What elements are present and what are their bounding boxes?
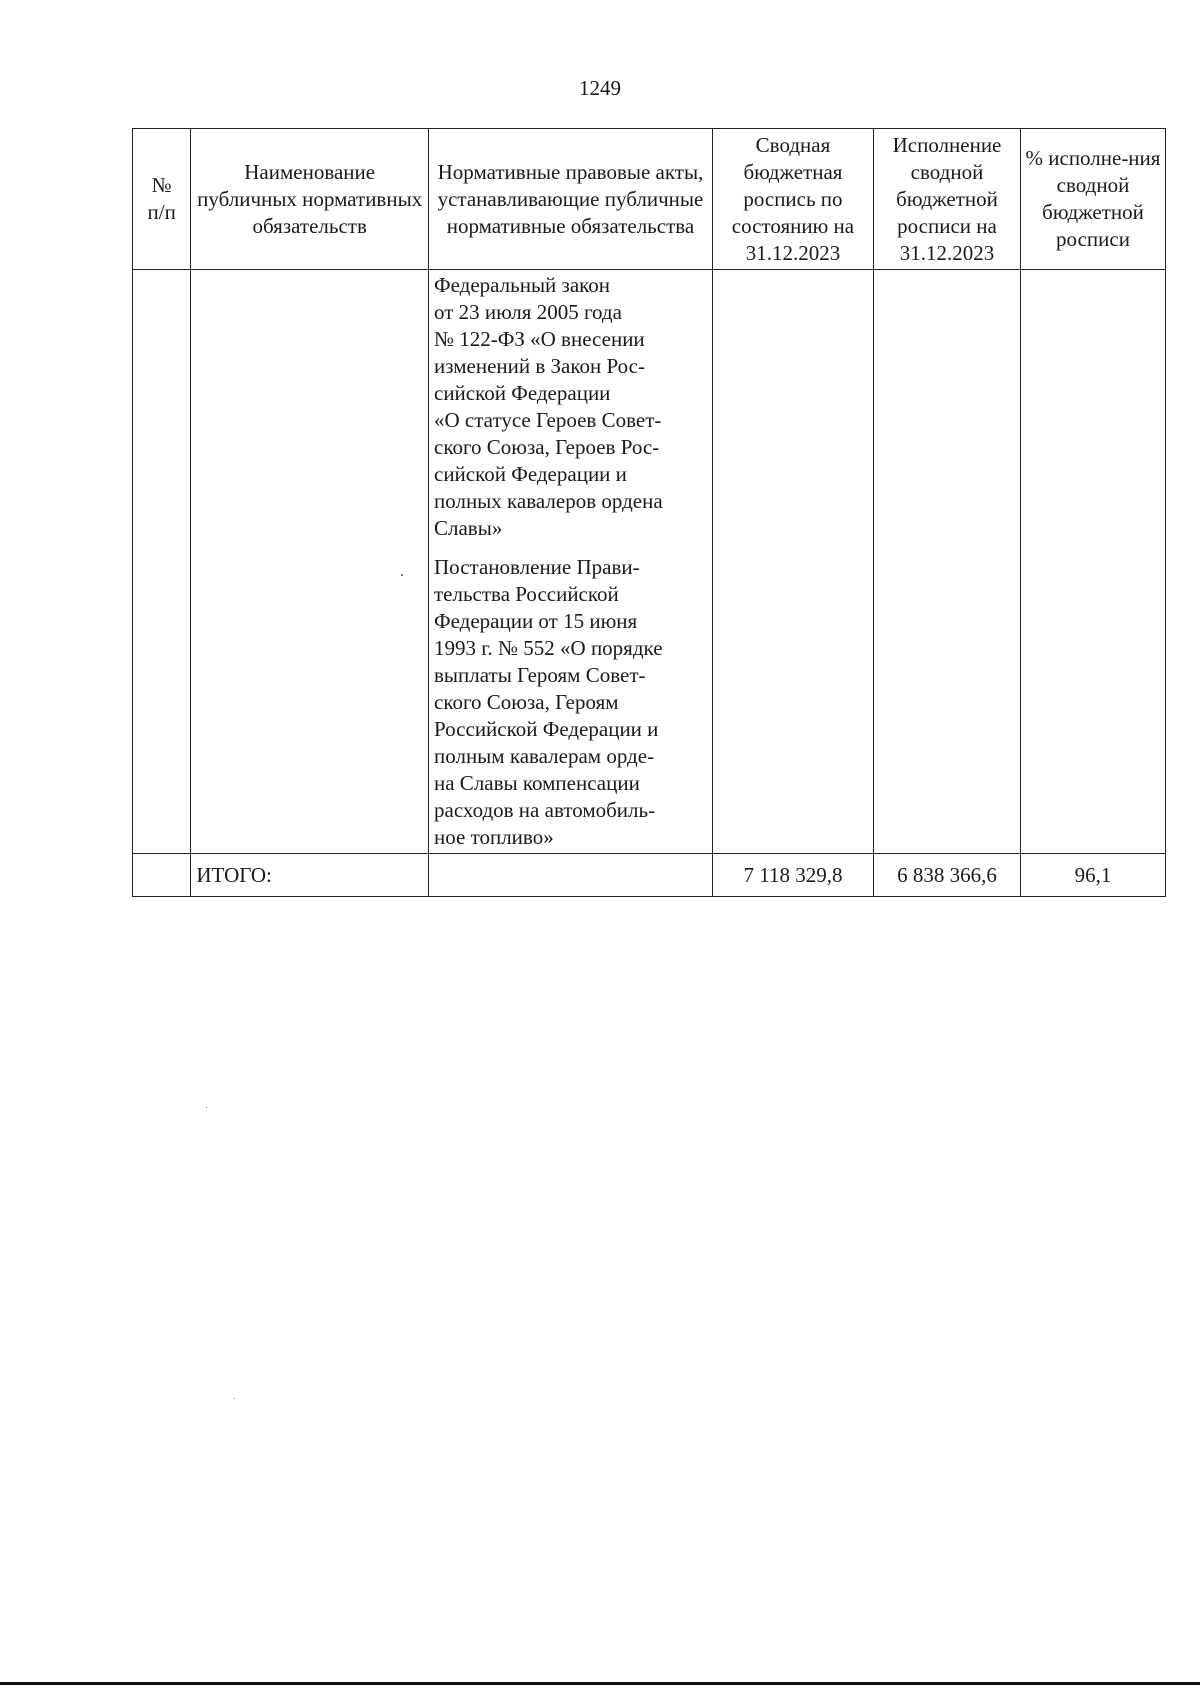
- total-plan-value: 7 118 329,8: [712, 854, 873, 897]
- table-row: [133, 270, 1166, 854]
- scan-speck: [234, 1398, 235, 1399]
- row-no-cell: [133, 270, 191, 854]
- total-acts-cell: [429, 854, 713, 897]
- row-name-cell: [191, 270, 429, 854]
- header-obligation-name: Наименование публичных нормативных обязательств: [191, 129, 429, 270]
- total-no-cell: [133, 854, 191, 897]
- row-acts-cell: [429, 270, 713, 854]
- row-plan-cell: [712, 270, 873, 854]
- total-row: [133, 854, 1166, 897]
- total-pct-value: 96,1: [1020, 854, 1165, 897]
- total-label: ИТОГО:: [191, 854, 429, 897]
- row-exec-cell: [874, 270, 1021, 854]
- scan-speck: [401, 574, 403, 576]
- header-budget-plan: Сводная бюджетная роспись по состоянию на 31.12.2023: [712, 129, 873, 270]
- header-execution-percent: % исполне-ния сводной бюджетной росписи: [1020, 129, 1165, 270]
- total-exec-value: 6 838 366,6: [874, 854, 1021, 897]
- legal-act-federal-law: Федеральный закон от 23 июля 2005 года № 122-ФЗ «О внесении изменений в Закон Рос- сийской Федерации «О статусе Героев Совет- ского Союза, Героев Рос- сийской Федерации и полных кавалеров ордена Славы»: [434, 273, 663, 540]
- page-bottom-edge: [0, 1682, 1200, 1685]
- header-no: № п/п: [133, 129, 191, 270]
- header-legal-acts: Нормативные правовые акты, устанавливающие публичные нормативные обязательства: [429, 129, 713, 270]
- legal-act-government-resolution: Постановление Прави- тельства Российской Федерации от 15 июня 1993 г. № 552 «О порядке выплаты Героям Совет- ского Союза, Героям Российской Федерации и полным кавалерам орде- на Славы компенсации расходов на автомобиль- ное топливо»: [434, 555, 663, 849]
- obligations-table: [132, 128, 1166, 897]
- row-pct-cell: [1020, 270, 1165, 854]
- table-header-row: [133, 129, 1166, 270]
- page-number: 1249: [579, 76, 621, 100]
- header-budget-execution: Исполнение сводной бюджетной росписи на 31.12.2023: [874, 129, 1021, 270]
- scan-speck: [206, 1107, 207, 1108]
